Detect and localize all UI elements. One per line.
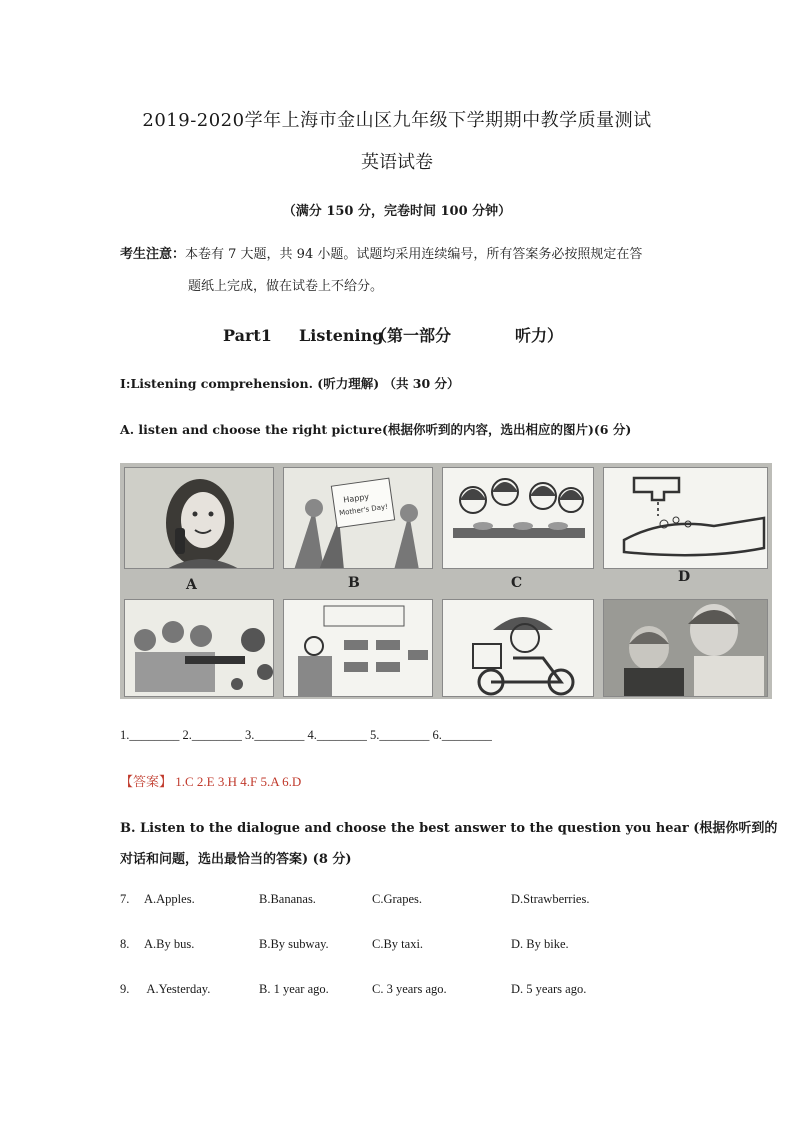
notice-text: 本卷有 7 大题，共 94 小题。试题均采用连续编号，所有答案务必按照规定在答 xyxy=(185,247,643,262)
children-eating-illustration xyxy=(443,468,594,569)
option-d: D. 5 years ago. xyxy=(511,982,587,996)
picture-label-d: D xyxy=(678,569,691,585)
picture-f xyxy=(283,599,433,697)
picture-h xyxy=(603,599,768,697)
picture-b xyxy=(283,467,433,569)
picture-a xyxy=(124,467,274,569)
virus-fighters-illustration xyxy=(125,600,274,697)
girl-phone-illustration xyxy=(125,468,274,569)
section-1-heading: I:Listening comprehension. (听力理解) （共 30 分） xyxy=(120,376,460,391)
section-a-heading: A. listen and choose the right picture(根据你听到的内容，选出相应的图片)(6 分) xyxy=(120,422,632,437)
option-a: A.Apples. xyxy=(144,892,195,906)
question-number: 9. xyxy=(120,982,130,996)
option-b: B.Bananas. xyxy=(259,892,316,906)
picture-grid xyxy=(120,463,772,699)
option-b: B. 1 year ago. xyxy=(259,982,329,996)
card-text-2: Mother's Day! xyxy=(338,502,389,518)
option-d: D. By bike. xyxy=(511,937,569,951)
picture-g xyxy=(442,599,594,697)
card-text-1: Happy xyxy=(342,492,370,505)
question-8 xyxy=(0,937,794,957)
notice-line-1 xyxy=(120,243,642,262)
option-c: C. 3 years ago. xyxy=(372,982,447,996)
option-a: A.Yesterday. xyxy=(144,982,211,996)
question-9 xyxy=(0,982,794,1002)
part-cn-1: （第一部分 xyxy=(371,326,452,345)
part-heading xyxy=(223,323,563,346)
section-b-heading-line-1: B. Listen to the dialogue and choose the best answer to the question you hear (根据你听到的 xyxy=(120,821,778,836)
part-en: Listening xyxy=(299,326,384,345)
washing-hands-illustration xyxy=(604,468,768,569)
boy-and-mother-photo xyxy=(604,600,768,697)
part-cn-2: 听力） xyxy=(515,326,564,345)
picture-label-b: B xyxy=(348,575,360,591)
exam-title: 2019-2020学年上海市金山区九年级下学期期中教学质量测试 xyxy=(142,110,652,131)
option-b: B.By subway. xyxy=(259,937,329,951)
option-a: A.By bus. xyxy=(144,937,195,951)
question-number: 7. xyxy=(120,892,130,906)
section-b-heading-line-2: 对话和问题，选出最恰当的答案) (8 分) xyxy=(120,852,352,867)
question-number: 8. xyxy=(120,937,130,951)
option-c: C.Grapes. xyxy=(372,892,422,906)
exam-subtitle: 英语试卷 xyxy=(361,152,433,173)
picture-label-a: A xyxy=(186,577,197,593)
part-name: Part1 xyxy=(223,326,272,345)
mothers-day-card-illustration xyxy=(284,468,433,569)
picture-label-c: C xyxy=(511,575,523,591)
full-mark-note: （满分 150 分，完卷时间 100 分钟） xyxy=(282,204,512,219)
option-d: D.Strawberries. xyxy=(511,892,590,906)
answer-key: 【答案】 1.C 2.E 3.H 4.F 5.A 6.D xyxy=(120,774,302,789)
picture-c xyxy=(442,467,594,569)
notice-line-2: 题纸上完成，做在试卷上不给分。 xyxy=(188,279,384,294)
notice-label: 考生注意： xyxy=(120,247,186,262)
picture-e xyxy=(124,599,274,697)
picture-d xyxy=(603,467,768,569)
option-c: C.By taxi. xyxy=(372,937,424,951)
delivery-rider-illustration xyxy=(443,600,594,697)
classroom-illustration xyxy=(284,600,433,697)
question-7 xyxy=(0,892,794,912)
answer-blanks: 1.________ 2.________ 3.________ 4.________ 5.________ 6.________ xyxy=(120,728,492,742)
